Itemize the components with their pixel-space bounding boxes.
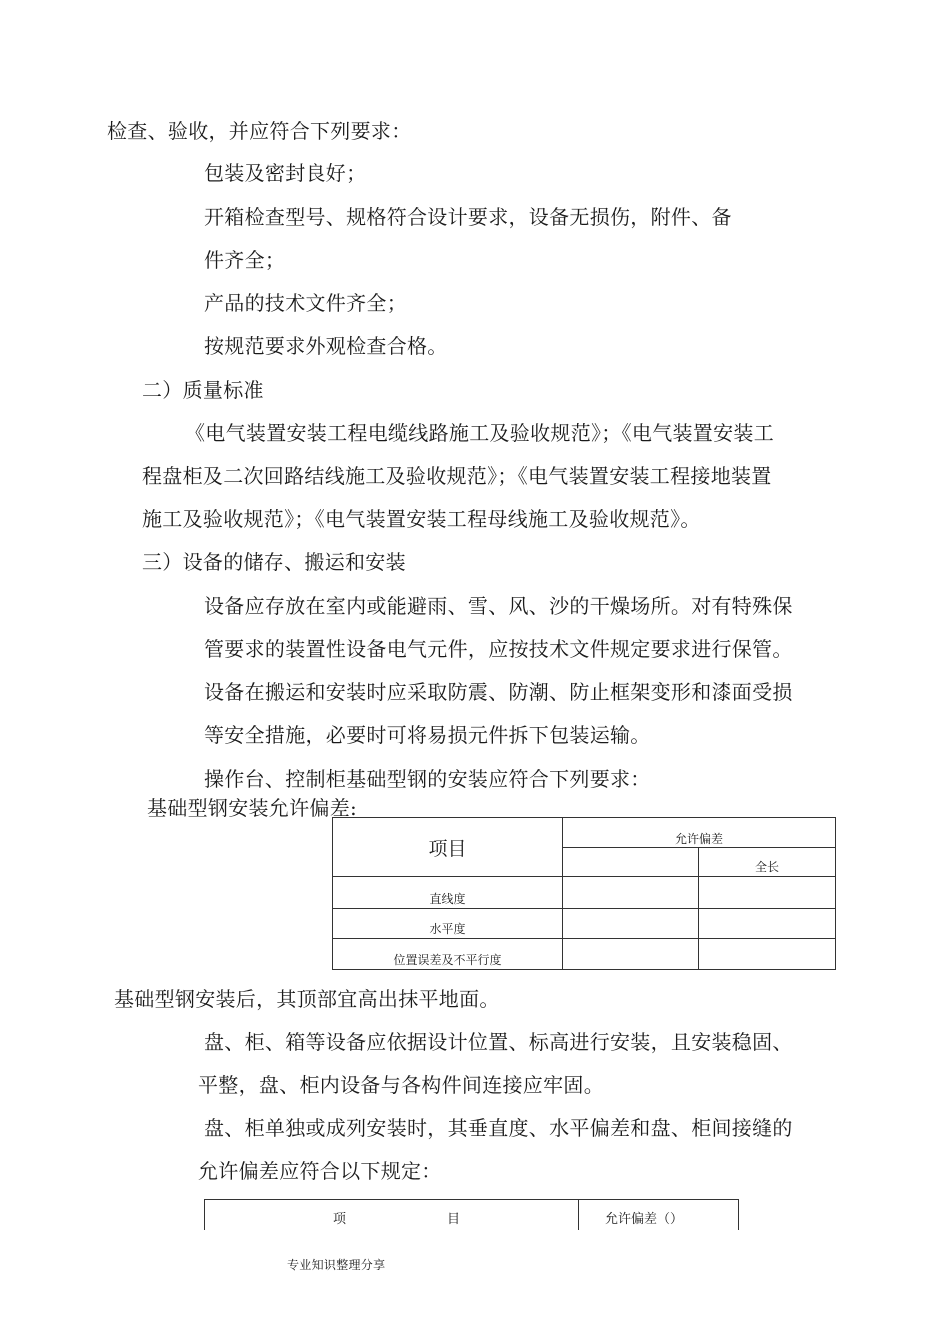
text-line: 允许偏差应符合以下规定： [198, 1159, 442, 1183]
table-cell [563, 909, 699, 939]
table-row [333, 909, 836, 939]
row-label: 位置误差及不平行度 [333, 939, 563, 970]
text-line: 盘、柜单独或成列安装时，其垂直度、水平偏差和盘、柜间接缝的 [204, 1116, 793, 1140]
table-header-full-length: 全长 [699, 848, 836, 877]
table-cell [563, 877, 699, 909]
text-line: 等安全措施，必要时可将易损元件拆下包装运输。 [204, 723, 651, 747]
text-line: 程盘柜及二次回路结线施工及验收规范》；《电气装置安装工程接地装置 [142, 464, 772, 488]
list-item-continuation: 件齐全； [204, 248, 286, 272]
section-heading-storage: 三）设备的储存、搬运和安装 [142, 550, 406, 574]
table-cell [699, 909, 836, 939]
text-line: 检查、验收，并应符合下列要求： [107, 119, 412, 143]
table-cell [563, 848, 699, 877]
row-label: 水平度 [333, 909, 563, 939]
table-cell [699, 939, 836, 970]
text-line: 施工及验收规范》；《电气装置安装工程母线施工及验收规范》。 [142, 507, 701, 531]
table-row [333, 939, 836, 970]
row-label: 直线度 [333, 877, 563, 909]
table-divider [578, 1200, 579, 1230]
text-line: 操作台、控制柜基础型钢的安装应符合下列要求： [204, 767, 651, 791]
table-caption: 基础型钢安装允许偏差: [147, 796, 358, 820]
text-line: 设备应存放在室内或能避雨、雪、风、沙的干燥场所。对有特殊保 [204, 594, 793, 618]
text-line: 盘、柜、箱等设备应依据设计位置、标高进行安装，且安装稳固、 [204, 1030, 793, 1054]
text-line: 设备在搬运和安装时应采取防震、防潮、防止框架变形和漆面受损 [204, 680, 793, 704]
list-item: 包装及密封良好； [204, 161, 367, 185]
table-cell [699, 877, 836, 909]
text-line: 《电气装置安装工程电缆线路施工及验收规范》；《电气装置安装工 [185, 421, 774, 445]
table-header-tolerance: 允许偏差 [563, 818, 836, 848]
table-header-item-b: 目 [447, 1212, 461, 1227]
table-row [333, 877, 836, 909]
page-footer: 专业知识整理分享 [287, 1258, 386, 1272]
table-header-item: 项目 [333, 818, 563, 877]
text-line: 管要求的装置性设备电气元件，应按技术文件规定要求进行保管。 [204, 637, 793, 661]
section-heading-quality: 二）质量标准 [142, 378, 264, 402]
panel-tolerance-table [204, 1199, 739, 1230]
table-cell [563, 939, 699, 970]
list-item: 开箱检查型号、规格符合设计要求，设备无损伤，附件、备 [204, 205, 732, 229]
table-header-item-a: 项 [333, 1212, 347, 1227]
text-line: 平整，盘、柜内设备与各构件间连接应牢固。 [198, 1073, 604, 1097]
table-header-tolerance: 允许偏差（） [605, 1212, 684, 1227]
tolerance-table [332, 817, 836, 970]
list-item: 产品的技术文件齐全； [204, 291, 407, 315]
text-line: 基础型钢安装后，其顶部宜高出抹平地面。 [114, 987, 500, 1011]
list-item: 按规范要求外观检查合格。 [204, 334, 448, 358]
